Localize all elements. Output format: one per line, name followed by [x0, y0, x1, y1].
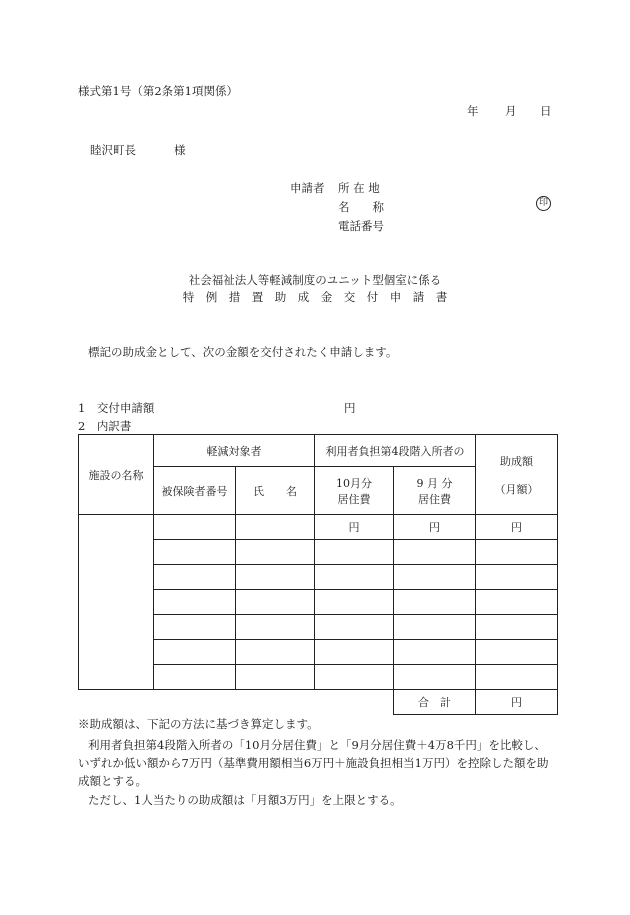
addressee: [90, 142, 186, 158]
facility-name-header: 施設の名称: [79, 435, 154, 515]
insured-number-header: 被保険者番号: [154, 467, 236, 515]
date-day-label: 日: [540, 104, 552, 118]
insured-number-cell[interactable]: [154, 565, 236, 590]
applicant-label: 申請者: [290, 181, 325, 195]
breakdown-table: [78, 434, 558, 715]
applicant-phone-label: 電話番号: [338, 219, 384, 233]
lead-sentence: 標記の助成金として、次の金額を交付されたく申請します。: [88, 345, 398, 359]
insured-number-cell[interactable]: [154, 540, 236, 565]
date-year-label: 年: [467, 104, 479, 118]
insured-number-cell[interactable]: [154, 590, 236, 615]
september-housing-cost-cell[interactable]: [394, 665, 476, 690]
addressee-name: 睦沢町長: [90, 143, 136, 157]
date-month-label: 月: [505, 104, 517, 118]
grant-amount-label: 助成額: [500, 454, 533, 468]
person-name-cell[interactable]: [236, 540, 315, 565]
burden-group-header: 利用者負担第4段階入所者の: [315, 435, 476, 467]
person-name-cell[interactable]: [236, 615, 315, 640]
october-label: 10月分: [336, 476, 372, 490]
october-housing-cost-cell[interactable]: [315, 565, 394, 590]
grant-amount-cell[interactable]: [476, 640, 558, 665]
note-line-3: 成額とする。: [78, 774, 147, 788]
total-label: 合 計: [394, 690, 476, 715]
september-housing-cost-cell[interactable]: 円: [394, 515, 476, 540]
grant-amount-cell[interactable]: [476, 615, 558, 640]
insured-number-cell[interactable]: [154, 640, 236, 665]
seal-mark: 印: [536, 196, 551, 211]
october-housing-cost-cell[interactable]: [315, 540, 394, 565]
person-name-cell[interactable]: [236, 565, 315, 590]
insured-number-cell[interactable]: [154, 515, 236, 540]
september-housing-cost-cell[interactable]: [394, 565, 476, 590]
september-housing-cost-cell[interactable]: [394, 615, 476, 640]
insured-number-cell[interactable]: [154, 615, 236, 640]
grant-amount-cell[interactable]: [476, 540, 558, 565]
october-housing-cost-header: [315, 467, 394, 515]
person-name-cell[interactable]: [236, 590, 315, 615]
september-housing-cost-header: [394, 467, 476, 515]
form-number: 様式第1号（第2条第1項関係）: [78, 84, 238, 98]
table-row: [79, 515, 558, 540]
application-amount-unit: 円: [344, 401, 356, 415]
person-name-header: 氏 名: [236, 467, 315, 515]
table-total-row: [79, 690, 558, 715]
grant-amount-cell[interactable]: [476, 665, 558, 690]
october-housing-cost-cell[interactable]: [315, 590, 394, 615]
document-title-line1: 社会福祉法人等軽減制度のユニット型個室に係る: [188, 273, 442, 287]
addressee-honorific: 様: [174, 143, 186, 157]
applicant-address-label: 所 在 地: [338, 181, 380, 195]
september-housing-cost-cell[interactable]: [394, 540, 476, 565]
note-line-2: いずれか低い額から7万円（基準費用額相当6万円＋施設負担相当1万円）を控除した額を助: [78, 756, 549, 770]
person-name-cell[interactable]: [236, 640, 315, 665]
total-row-spacer: [79, 690, 394, 715]
target-group-header: 軽減対象者: [154, 435, 315, 467]
grant-amount-monthly-label: （月額）: [494, 482, 539, 496]
october-housing-cost-cell[interactable]: [315, 665, 394, 690]
grant-amount-cell[interactable]: 円: [476, 515, 558, 540]
note-line-4: ただし、1人当たりの助成額は「月額3万円」を上限とする。: [88, 793, 402, 807]
application-amount-label: 1 交付申請額: [78, 401, 155, 415]
facility-name-cell[interactable]: [79, 515, 154, 690]
september-housing-label: 居住費: [418, 492, 451, 506]
note-heading: ※助成額は、下記の方法に基づき算定します。: [78, 717, 319, 731]
total-amount-cell[interactable]: 円: [476, 690, 558, 715]
note-line-1: 利用者負担第4段階入所者の「10月分居住費」と「9月分居住費＋4万8千円」を比較し、: [88, 738, 546, 752]
insured-number-cell[interactable]: [154, 665, 236, 690]
september-housing-cost-cell[interactable]: [394, 590, 476, 615]
breakdown-label: 2 内訳書: [78, 419, 132, 433]
document-title-line2: 特 例 措 置 助 成 金 交 付 申 請 書: [182, 290, 448, 304]
october-housing-label: 居住費: [337, 492, 371, 506]
september-housing-cost-cell[interactable]: [394, 640, 476, 665]
october-housing-cost-cell[interactable]: [315, 640, 394, 665]
person-name-cell[interactable]: [236, 515, 315, 540]
grant-amount-header: [476, 435, 558, 515]
person-name-cell[interactable]: [236, 665, 315, 690]
table-header-row: [79, 435, 558, 467]
october-housing-cost-cell[interactable]: [315, 615, 394, 640]
september-label: 9 月 分: [416, 476, 453, 490]
october-housing-cost-cell[interactable]: 円: [315, 515, 394, 540]
grant-amount-cell[interactable]: [476, 565, 558, 590]
grant-amount-cell[interactable]: [476, 590, 558, 615]
applicant-name-label: 名 称: [338, 200, 384, 214]
